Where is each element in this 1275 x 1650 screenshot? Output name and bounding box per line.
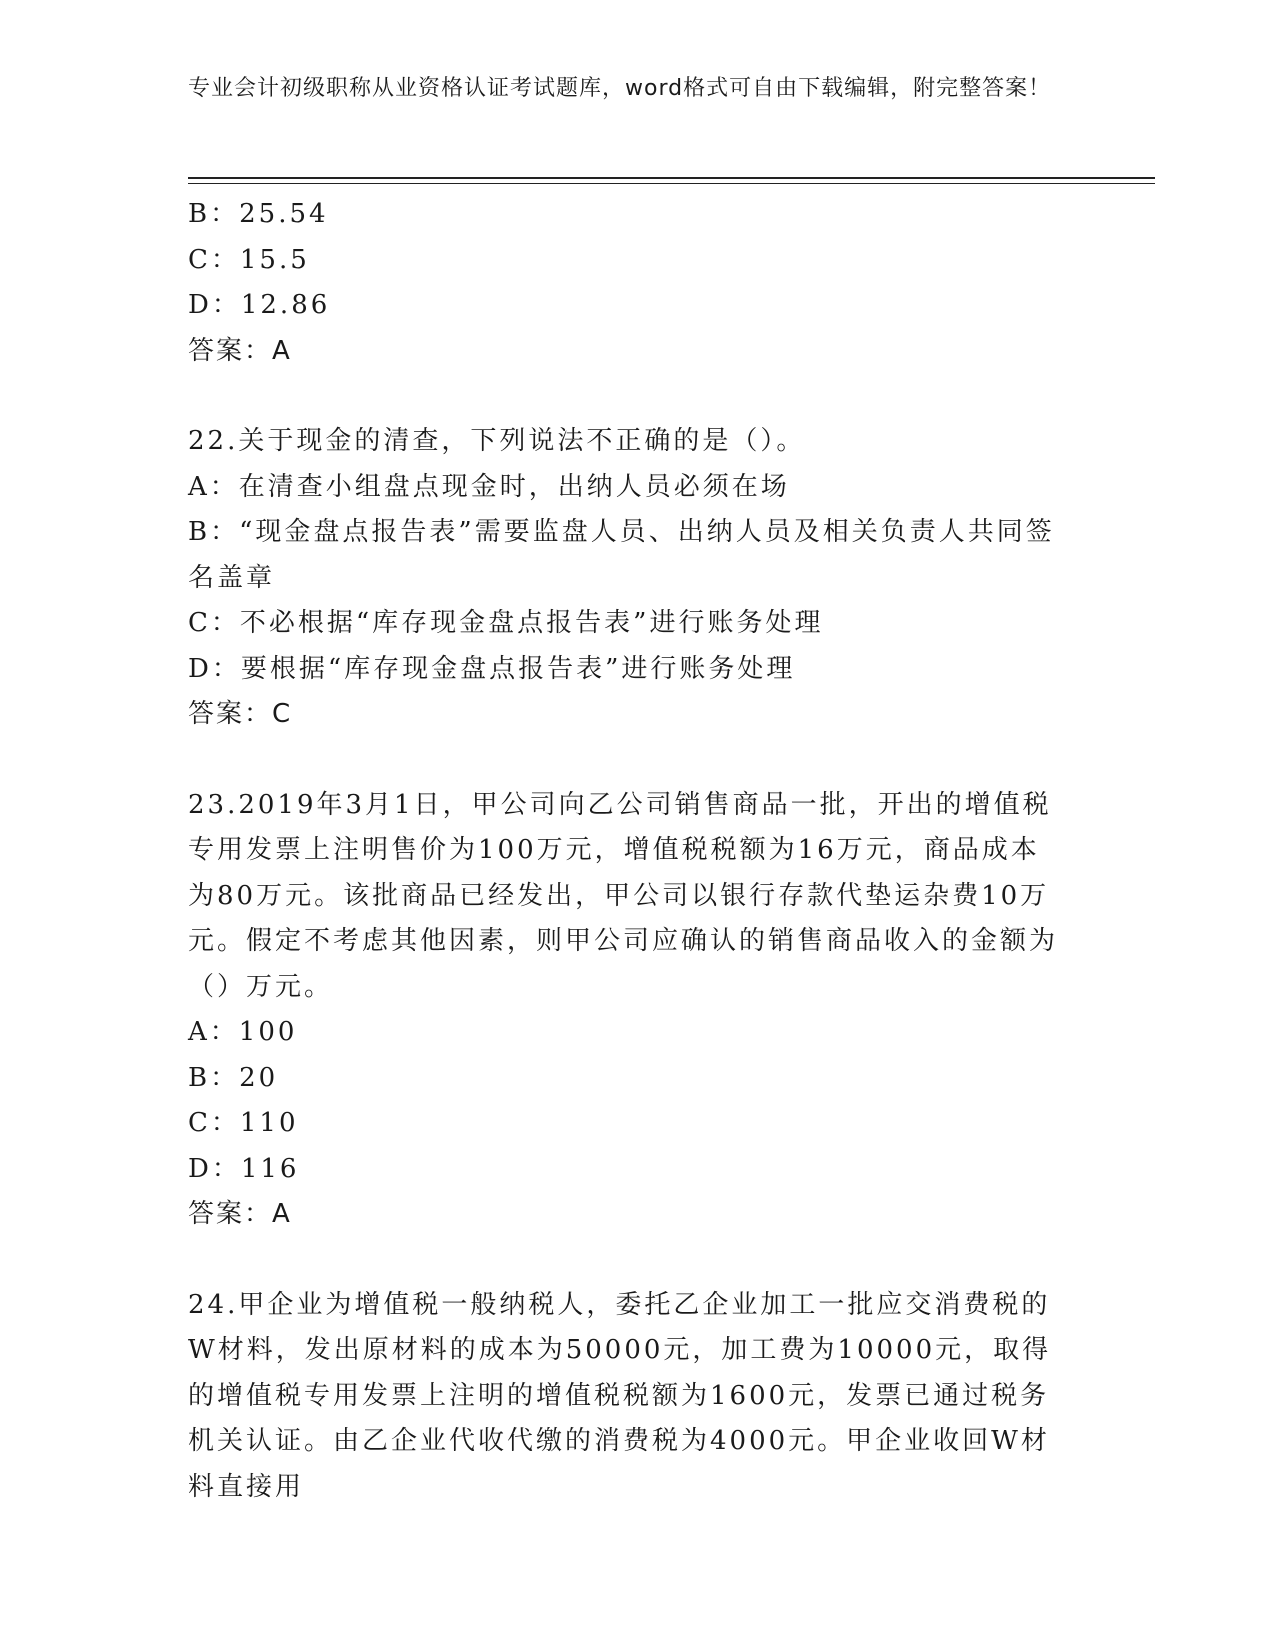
question-stem: 23.2019年3月1日，甲公司向乙公司销售商品一批，开出的增值税专用发票上注明售价为100万元，增值税税额为16万元，商品成本为80万元。该批商品已经发出，甲公司以银行存款代垫运杂费10万元。假定不考虑其他因素，则甲公司应确认的销售商品收入的金额为（）万元。	[188, 789, 1059, 1002]
option-a: A：100	[188, 1017, 298, 1047]
option-d: D：12.86	[188, 290, 331, 320]
option-b: B：25.54	[188, 199, 329, 229]
option-c: C：15.5	[188, 244, 310, 275]
question-21-tail	[188, 192, 1088, 374]
option-c: C：110	[188, 1108, 299, 1138]
spacer	[188, 374, 1088, 419]
question-22	[188, 419, 1088, 738]
option-b: B：“现金盘点报告表”需要监盘人员、出纳人员及相关负责人共同签名盖章	[188, 517, 1055, 593]
option-c: C：不必根据“库存现金盘点报告表”进行账务处理	[188, 608, 824, 638]
question-24	[188, 1283, 1088, 1511]
answer: 答案：A	[188, 335, 292, 366]
option-b: B：20	[188, 1062, 279, 1093]
question-23	[188, 783, 1088, 1238]
page-header: 专业会计初级职称从业资格认证考试题库，word格式可自由下载编辑，附完整答案！	[188, 76, 1052, 101]
option-d: D：要根据“库存现金盘点报告表”进行账务处理	[188, 653, 796, 684]
question-stem: 24.甲企业为增值税一般纳税人，委托乙企业加工一批应交消费税的W材料，发出原材料的成本为50000元，加工费为10000元，取得的增值税专用发票上注明的增值税税额为1600元，发票已通过税务机关认证。由乙企业代收代缴的消费税为4000元。甲企业收回W材料直接用	[188, 1289, 1052, 1502]
question-list	[188, 192, 1088, 1510]
option-d: D：116	[188, 1153, 300, 1184]
option-a: A：在清查小组盘点现金时，出纳人员必须在场	[188, 471, 790, 502]
header-divider-thick	[188, 177, 1155, 179]
answer: 答案：C	[188, 699, 293, 729]
spacer	[188, 738, 1088, 783]
answer: 答案：A	[188, 1199, 292, 1229]
spacer	[188, 1238, 1088, 1283]
question-stem: 22.关于现金的清查，下列说法不正确的是（）。	[188, 426, 806, 456]
header-divider-thin	[188, 183, 1155, 184]
